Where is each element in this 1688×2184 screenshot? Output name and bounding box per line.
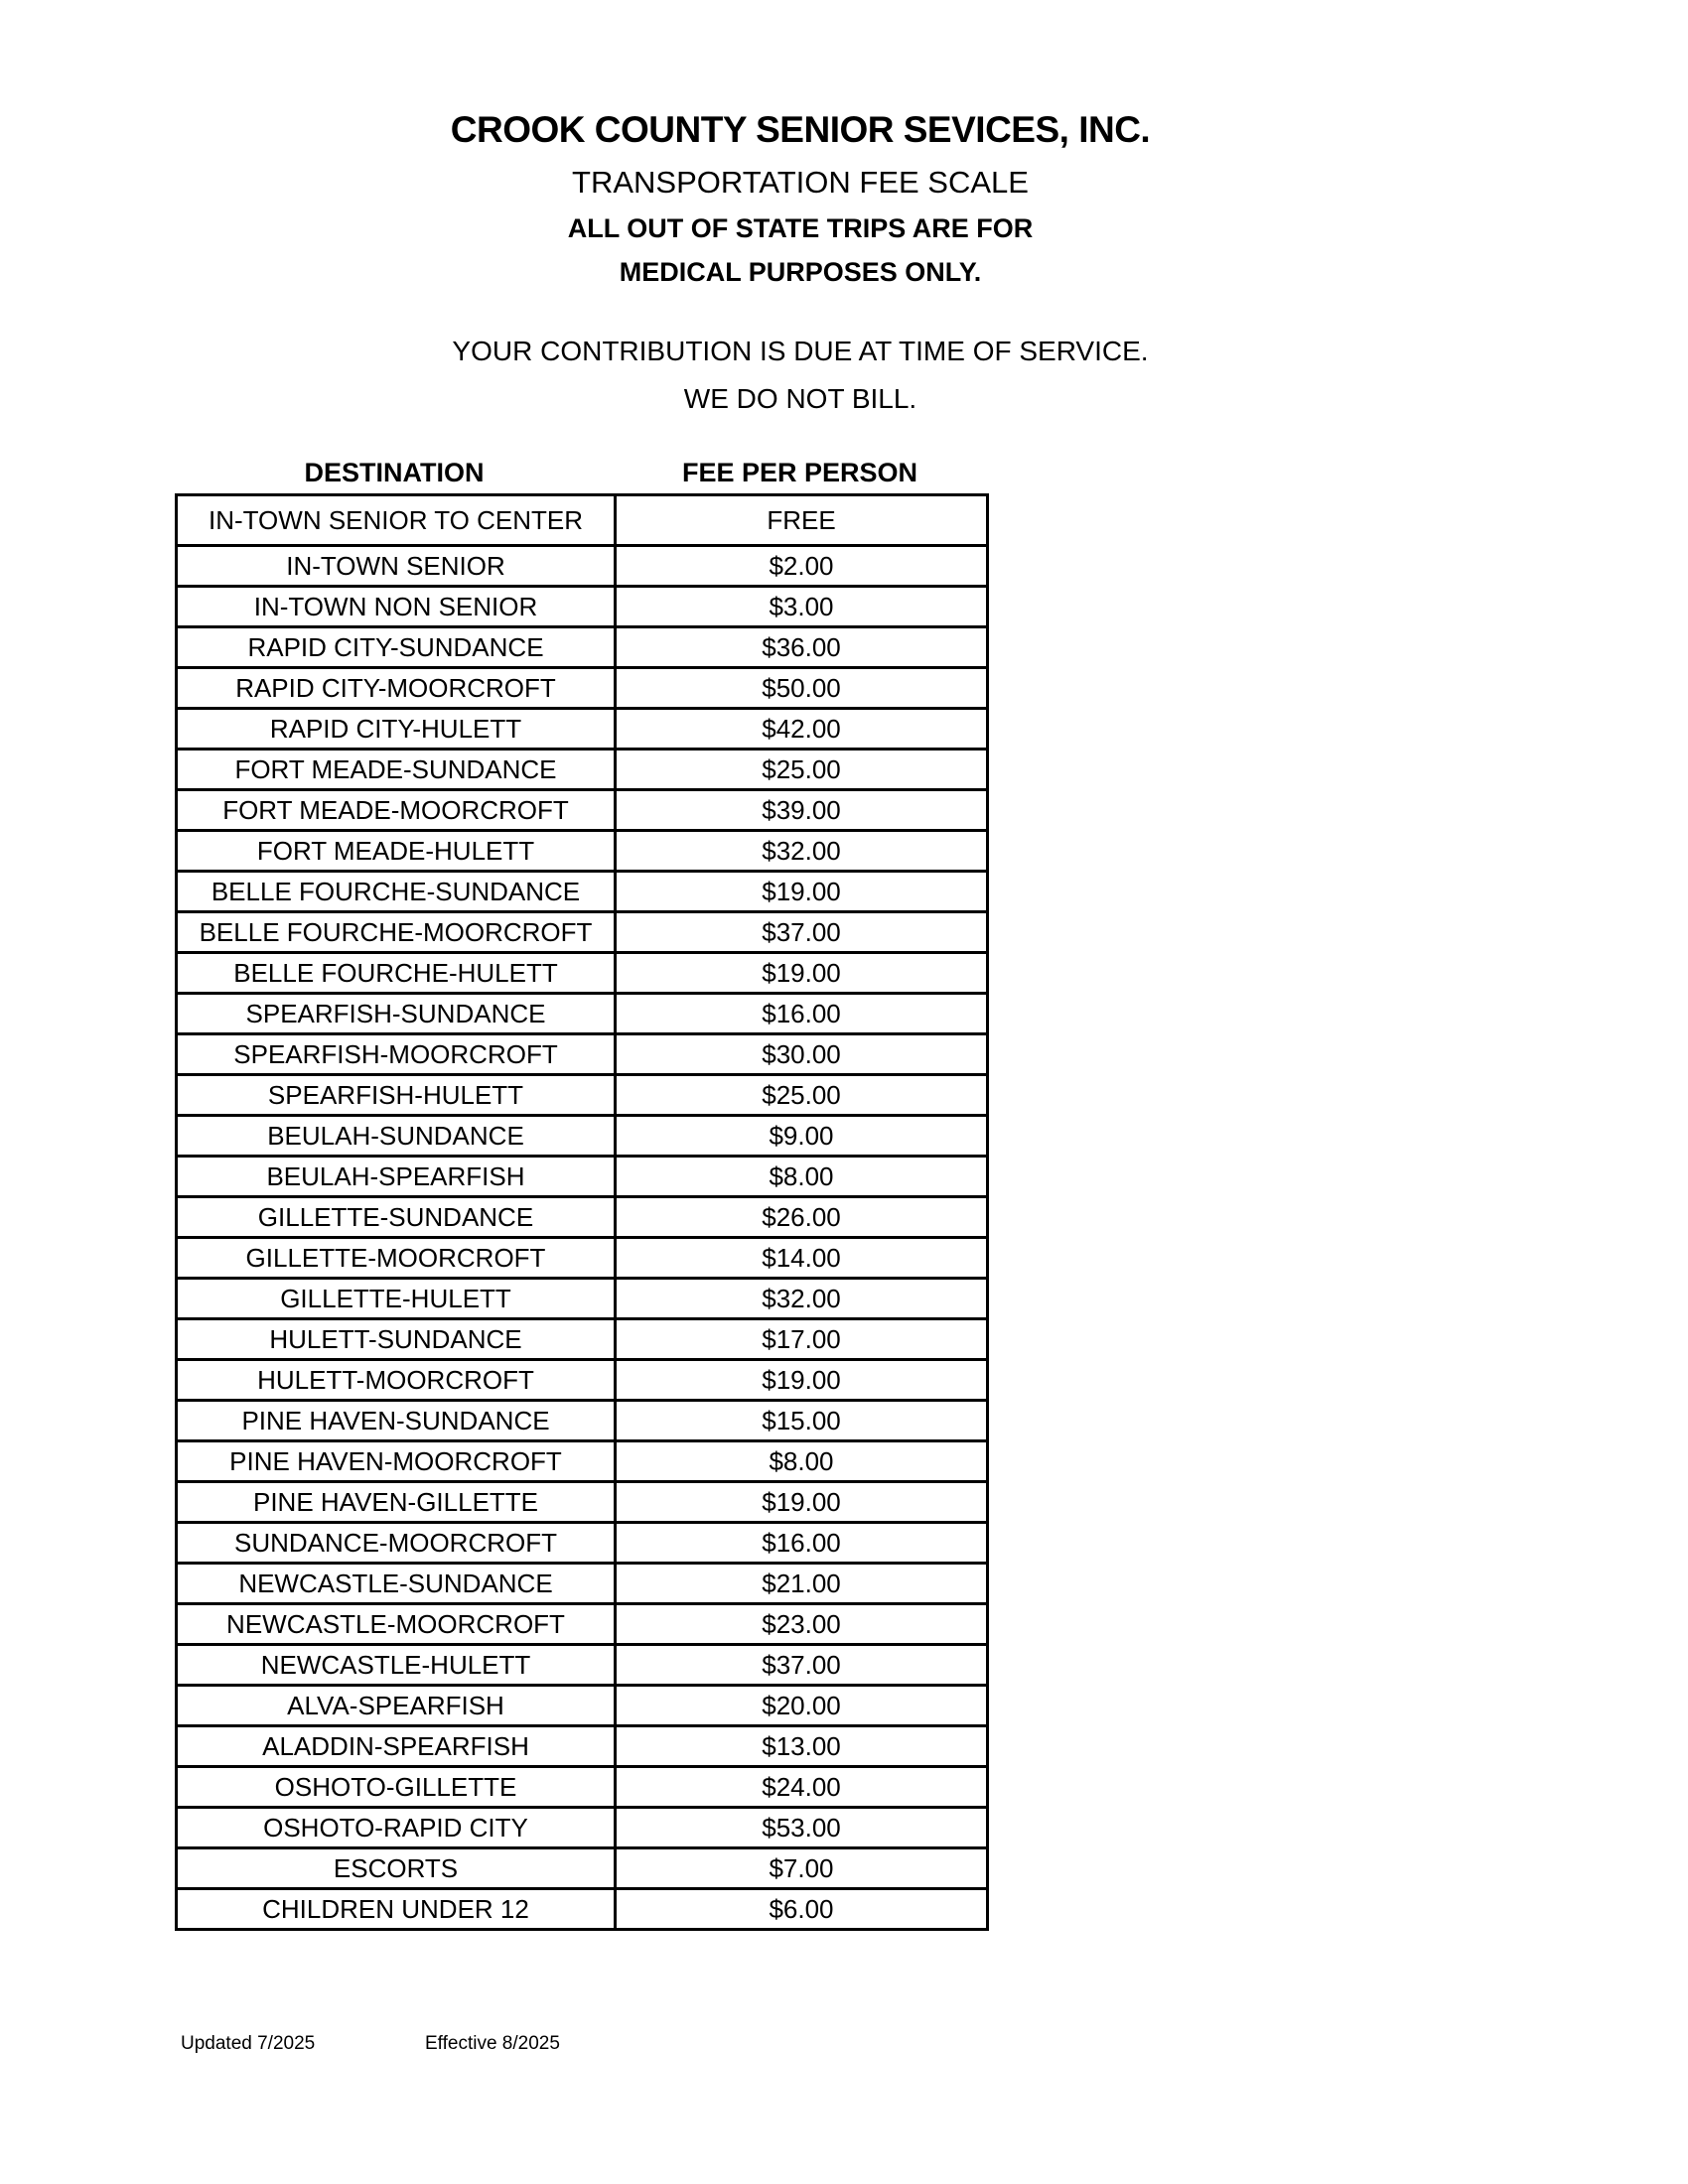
- destination-cell: RAPID CITY-MOORCROFT: [177, 668, 616, 709]
- updated-date: Updated 7/2025: [181, 2033, 316, 2054]
- table-row: [177, 1604, 988, 1645]
- fee-cell: $7.00: [616, 1848, 988, 1889]
- destination-cell: SUNDANCE-MOORCROFT: [177, 1523, 616, 1564]
- fee-cell: $20.00: [616, 1686, 988, 1726]
- table-row: [177, 1279, 988, 1319]
- destination-cell: NEWCASTLE-MOORCROFT: [177, 1604, 616, 1645]
- table-row: [177, 668, 988, 709]
- table-row: [177, 994, 988, 1034]
- page-title: CROOK COUNTY SENIOR SEVICES, INC.: [450, 109, 1151, 150]
- table-row: [177, 953, 988, 994]
- table-row: [177, 1889, 988, 1930]
- table-row: [177, 790, 988, 831]
- table-row: [177, 1564, 988, 1604]
- destination-cell: RAPID CITY-HULETT: [177, 709, 616, 750]
- table-row: [177, 1319, 988, 1360]
- table-row: [177, 1808, 988, 1848]
- table-row: [177, 495, 988, 546]
- fee-cell: $26.00: [616, 1197, 988, 1238]
- destination-cell: NEWCASTLE-SUNDANCE: [177, 1564, 616, 1604]
- destination-cell: NEWCASTLE-HULETT: [177, 1645, 616, 1686]
- fee-cell: $39.00: [616, 790, 988, 831]
- destination-cell: IN-TOWN SENIOR TO CENTER: [177, 495, 616, 546]
- fee-cell: $36.00: [616, 627, 988, 668]
- destination-cell: BELLE FOURCHE-MOORCROFT: [177, 912, 616, 953]
- fee-cell: $6.00: [616, 1889, 988, 1930]
- table-row: [177, 1848, 988, 1889]
- table-row: [177, 1034, 988, 1075]
- table-row: [177, 1197, 988, 1238]
- destination-cell: GILLETTE-HULETT: [177, 1279, 616, 1319]
- fee-cell: $15.00: [616, 1401, 988, 1441]
- fee-cell: $25.00: [616, 750, 988, 790]
- notice-line-2: MEDICAL PURPOSES ONLY.: [619, 257, 982, 287]
- table-row: [177, 1157, 988, 1197]
- fee-cell: $37.00: [616, 1645, 988, 1686]
- table-row: [177, 1238, 988, 1279]
- destination-cell: PINE HAVEN-GILLETTE: [177, 1482, 616, 1523]
- fee-cell: $9.00: [616, 1116, 988, 1157]
- fee-cell: $53.00: [616, 1808, 988, 1848]
- destination-cell: GILLETTE-MOORCROFT: [177, 1238, 616, 1279]
- fee-cell: $32.00: [616, 831, 988, 872]
- table-row: [177, 546, 988, 587]
- table-row: [177, 831, 988, 872]
- fee-cell: $19.00: [616, 872, 988, 912]
- table-row: [177, 1482, 988, 1523]
- destination-cell: ALADDIN-SPEARFISH: [177, 1726, 616, 1767]
- destination-cell: ALVA-SPEARFISH: [177, 1686, 616, 1726]
- fee-cell: $16.00: [616, 1523, 988, 1564]
- table-row: [177, 1360, 988, 1401]
- fee-cell: $19.00: [616, 1360, 988, 1401]
- destination-cell: GILLETTE-SUNDANCE: [177, 1197, 616, 1238]
- effective-date: Effective 8/2025: [425, 2033, 560, 2054]
- fee-cell: $19.00: [616, 1482, 988, 1523]
- fee-cell: $17.00: [616, 1319, 988, 1360]
- destination-cell: CHILDREN UNDER 12: [177, 1889, 616, 1930]
- table-row: [177, 1645, 988, 1686]
- destination-cell: IN-TOWN SENIOR: [177, 546, 616, 587]
- contribution-line-2: WE DO NOT BILL.: [683, 383, 917, 414]
- destination-cell: FORT MEADE-MOORCROFT: [177, 790, 616, 831]
- table-row: [177, 1116, 988, 1157]
- fee-table: [175, 493, 989, 1931]
- notice-line-1: ALL OUT OF STATE TRIPS ARE FOR: [567, 213, 1034, 243]
- table-row: [177, 627, 988, 668]
- table-row: [177, 750, 988, 790]
- fee-cell: $50.00: [616, 668, 988, 709]
- destination-cell: SPEARFISH-MOORCROFT: [177, 1034, 616, 1075]
- table-row: [177, 587, 988, 627]
- table-row: [177, 1767, 988, 1808]
- fee-cell: $8.00: [616, 1441, 988, 1482]
- fee-cell: $2.00: [616, 546, 988, 587]
- table-row: [177, 1523, 988, 1564]
- fee-cell: $14.00: [616, 1238, 988, 1279]
- destination-cell: BEULAH-SUNDANCE: [177, 1116, 616, 1157]
- fee-cell: $37.00: [616, 912, 988, 953]
- table-row: [177, 912, 988, 953]
- destination-cell: BELLE FOURCHE-HULETT: [177, 953, 616, 994]
- column-header-destination: DESTINATION: [304, 458, 485, 487]
- destination-cell: IN-TOWN NON SENIOR: [177, 587, 616, 627]
- destination-cell: PINE HAVEN-MOORCROFT: [177, 1441, 616, 1482]
- fee-cell: $21.00: [616, 1564, 988, 1604]
- table-row: [177, 709, 988, 750]
- destination-cell: HULETT-MOORCROFT: [177, 1360, 616, 1401]
- destination-cell: RAPID CITY-SUNDANCE: [177, 627, 616, 668]
- fee-cell: $42.00: [616, 709, 988, 750]
- table-row: [177, 1686, 988, 1726]
- fee-cell: $24.00: [616, 1767, 988, 1808]
- table-row: [177, 1726, 988, 1767]
- destination-cell: PINE HAVEN-SUNDANCE: [177, 1401, 616, 1441]
- table-row: [177, 872, 988, 912]
- destination-cell: ESCORTS: [177, 1848, 616, 1889]
- table-row: [177, 1441, 988, 1482]
- fee-cell: $30.00: [616, 1034, 988, 1075]
- contribution-line-1: YOUR CONTRIBUTION IS DUE AT TIME OF SERVICE.: [452, 336, 1149, 366]
- column-header-fee: FEE PER PERSON: [681, 458, 918, 487]
- fee-cell: $16.00: [616, 994, 988, 1034]
- fee-cell: $19.00: [616, 953, 988, 994]
- destination-cell: FORT MEADE-HULETT: [177, 831, 616, 872]
- fee-cell: FREE: [616, 495, 988, 546]
- destination-cell: BEULAH-SPEARFISH: [177, 1157, 616, 1197]
- destination-cell: SPEARFISH-HULETT: [177, 1075, 616, 1116]
- destination-cell: BELLE FOURCHE-SUNDANCE: [177, 872, 616, 912]
- destination-cell: FORT MEADE-SUNDANCE: [177, 750, 616, 790]
- table-row: [177, 1401, 988, 1441]
- destination-cell: OSHOTO-RAPID CITY: [177, 1808, 616, 1848]
- fee-cell: $3.00: [616, 587, 988, 627]
- destination-cell: SPEARFISH-SUNDANCE: [177, 994, 616, 1034]
- subtitle: TRANSPORTATION FEE SCALE: [572, 165, 1029, 200]
- fee-cell: $8.00: [616, 1157, 988, 1197]
- destination-cell: OSHOTO-GILLETTE: [177, 1767, 616, 1808]
- fee-cell: $13.00: [616, 1726, 988, 1767]
- fee-cell: $23.00: [616, 1604, 988, 1645]
- fee-cell: $25.00: [616, 1075, 988, 1116]
- destination-cell: HULETT-SUNDANCE: [177, 1319, 616, 1360]
- fee-cell: $32.00: [616, 1279, 988, 1319]
- table-row: [177, 1075, 988, 1116]
